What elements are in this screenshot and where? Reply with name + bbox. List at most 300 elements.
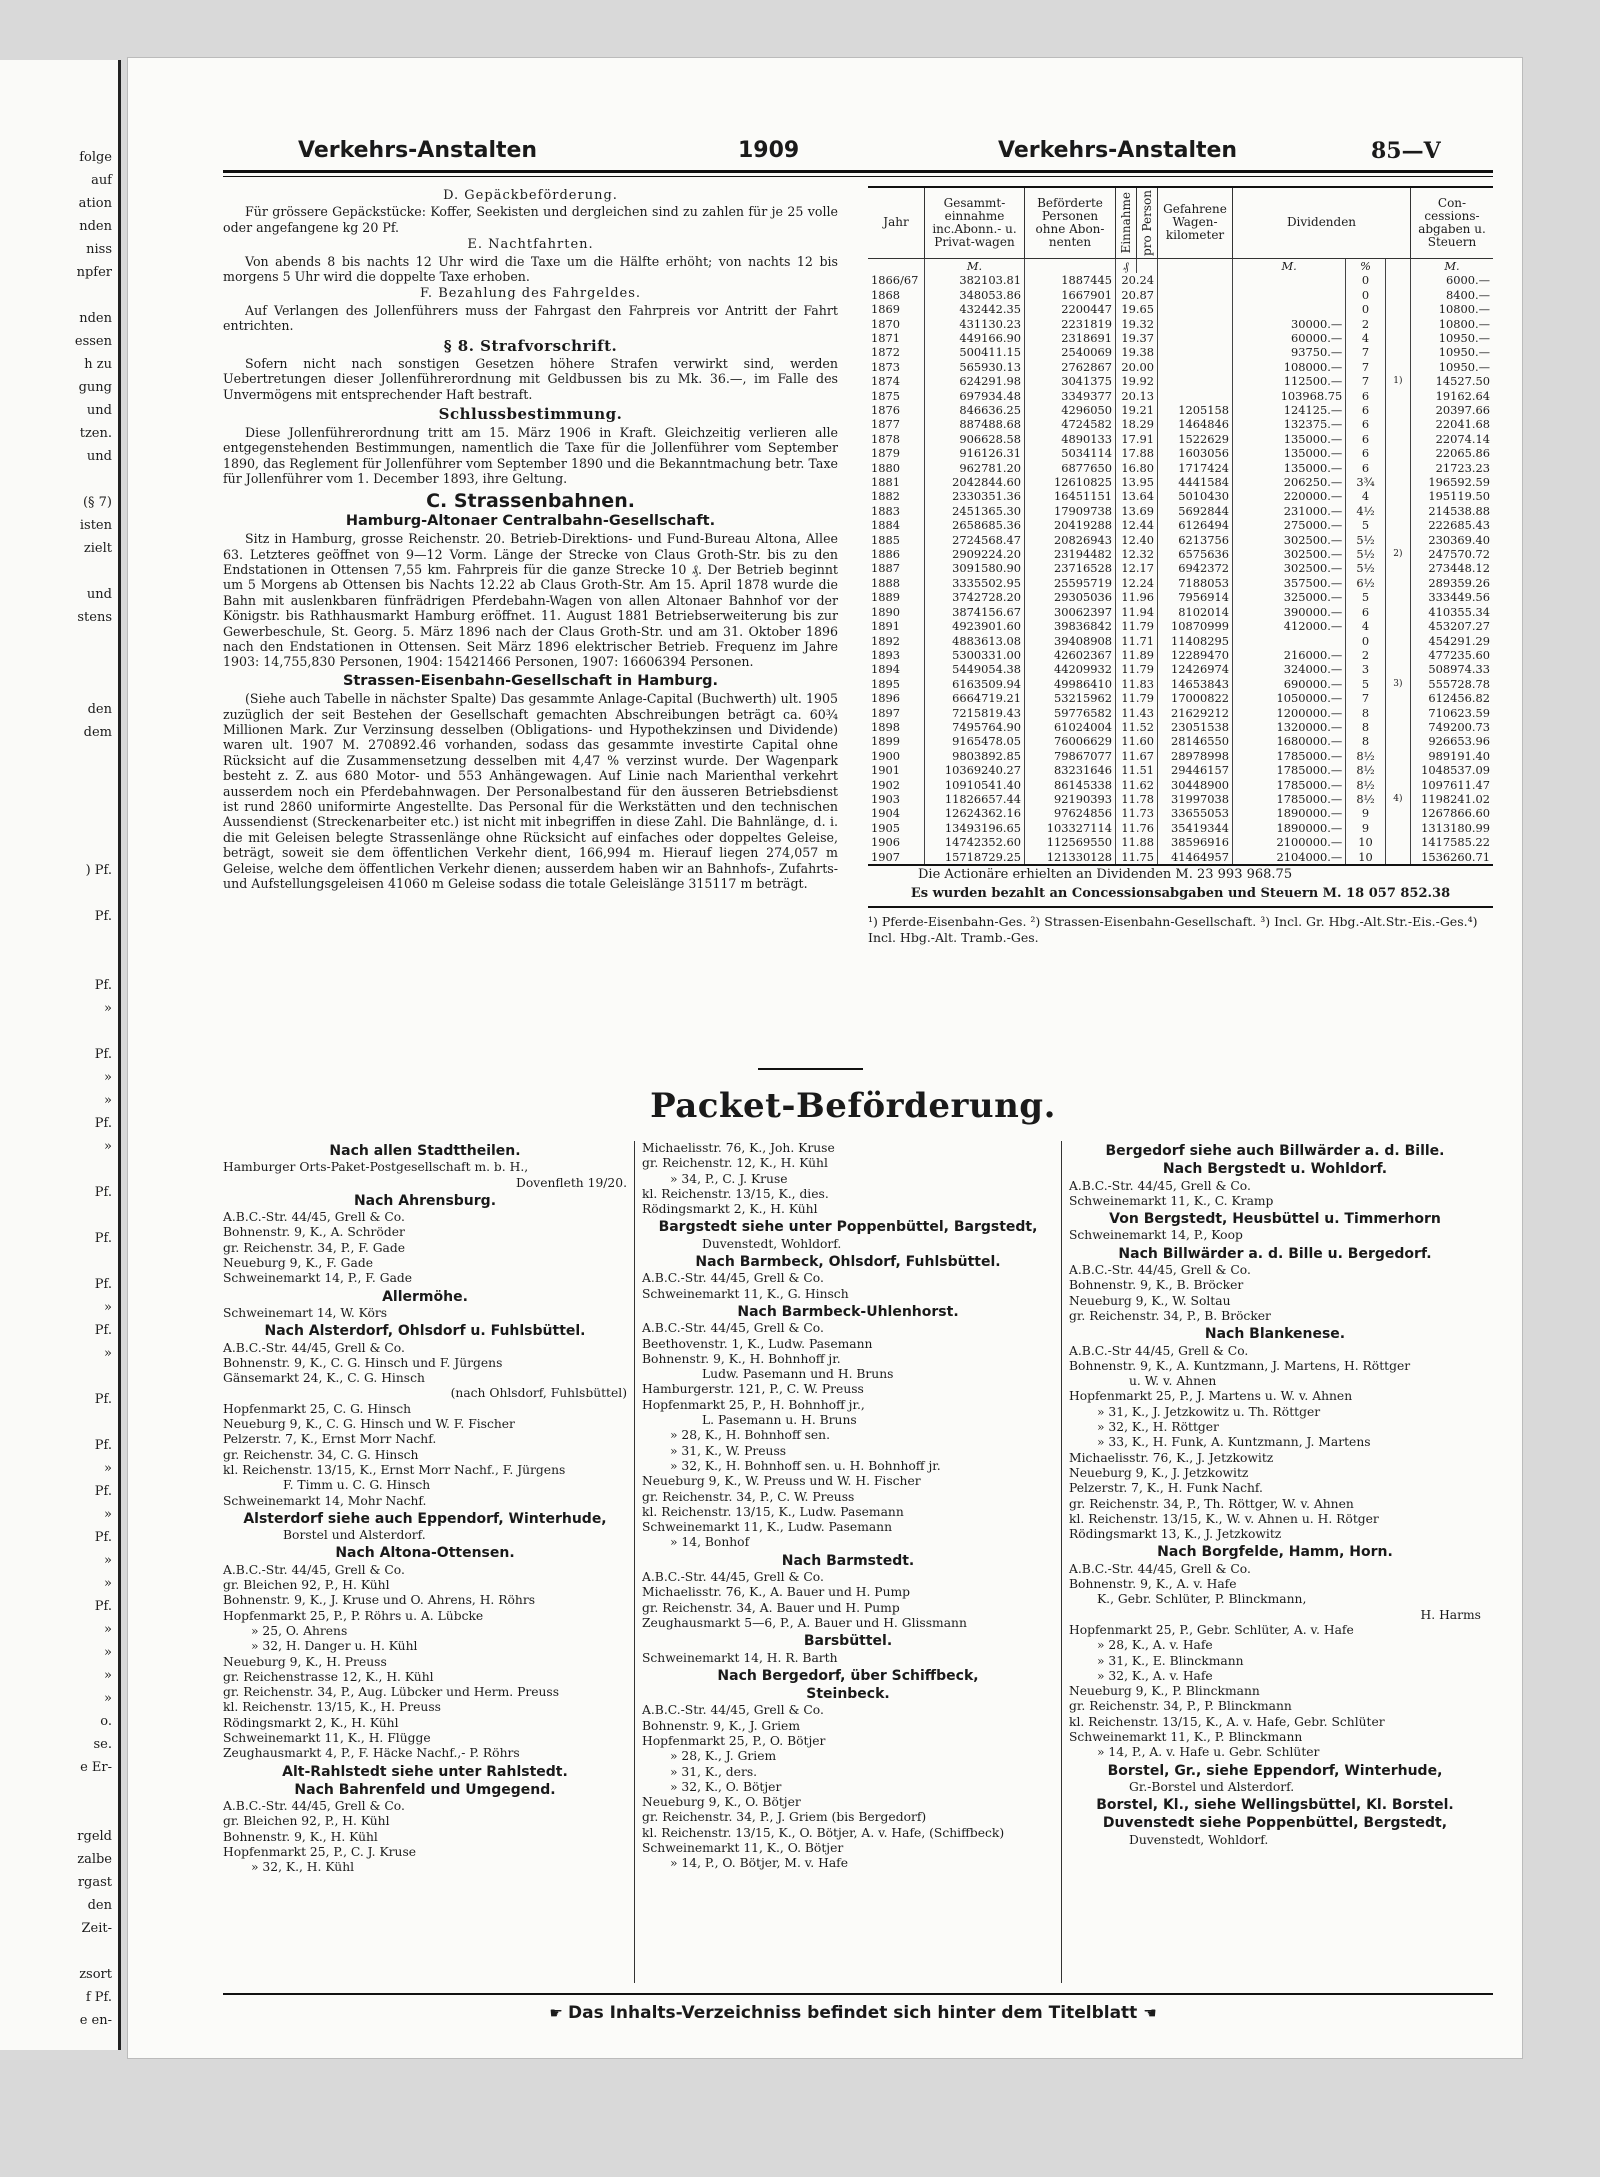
packet-entry: Zeughausmarkt 4, P., F. Häcke Nachf.,- P. Röhrs <box>223 1746 520 1761</box>
packet-entry: Schweinemarkt 11, K., G. Hinsch <box>642 1286 849 1301</box>
table-cell <box>1385 605 1410 619</box>
table-cell: 4½ <box>1346 504 1385 518</box>
table-row <box>868 720 1493 734</box>
table-cell: 14742352.60 <box>925 835 1025 849</box>
table-cell: 31997038 <box>1158 792 1233 806</box>
section-e-title: E. Nachtfahrten. <box>467 237 594 253</box>
section-8-text: Sofern nicht nach sonstigen Gesetzen höhere Strafen verwirkt sind, werden Uebertretungen dieser Jollenführerordnung mit Geldbussen bis zu Mk. 36.—, im Falle des Unvermögens mit entsprechender Haft bestraft. <box>223 356 838 402</box>
table-cell: 17909738 <box>1025 504 1116 518</box>
section-8-title: § 8. Strafvorschrift. <box>443 336 618 355</box>
hac-title: Hamburg-Altonaer Centralbahn-Gesellschaft. <box>345 512 716 529</box>
table-cell: 33655053 <box>1158 806 1233 820</box>
table-cell <box>1385 821 1410 835</box>
packet-entry: Bohnenstr. 9, K., H. Kühl <box>223 1829 378 1844</box>
packet-entry: » 32, K., H. Kühl <box>251 1860 355 1875</box>
table-cell <box>1385 734 1410 748</box>
packet-entry: Neueburg 9, K., O. Bötjer <box>642 1795 801 1810</box>
packet-heading: Nach Barmbeck-Uhlenhorst. <box>737 1303 959 1320</box>
table-cell: 0 <box>1346 273 1385 287</box>
table-cell: 14527.50 <box>1435 374 1490 389</box>
table-cell: 2) <box>1385 547 1410 561</box>
table-cell: 1902 <box>868 778 925 792</box>
table-cell: 11.89 <box>1116 648 1158 662</box>
table-cell: 14653843 <box>1158 677 1233 691</box>
table-cell: 5010430 <box>1158 489 1233 503</box>
strip-fragment: e en- <box>79 2013 112 2028</box>
right-column <box>868 186 1493 946</box>
table-cell: 690000.— <box>1233 677 1346 691</box>
packet-entry: gr. Reichenstr. 34, P., Aug. Lübcker und Herm. Preuss <box>223 1685 560 1700</box>
table-cell: 97624856 <box>1025 806 1116 820</box>
table-cell: 0 <box>1346 302 1385 316</box>
table-cell: 79867077 <box>1025 749 1116 763</box>
running-head <box>223 138 1483 168</box>
table-cell: 2451365.30 <box>925 504 1025 518</box>
strip-fragment: » <box>104 1507 112 1522</box>
table-cell: 1898 <box>868 720 925 734</box>
packet-entry: A.B.C.-Str. 44/45, Grell & Co. <box>223 1799 405 1814</box>
table-row <box>868 331 1493 345</box>
table-cell <box>1385 576 1410 590</box>
strip-fragment: » <box>104 1001 112 1016</box>
table-cell: 2658685.36 <box>925 518 1025 532</box>
table-cell: 3091580.90 <box>925 561 1025 575</box>
packet-entry: » 14, Bonhof <box>670 1535 750 1550</box>
packet-entry: Gr.-Borstel und Alsterdorf. <box>1129 1779 1295 1794</box>
packet-heading: Nach Blankenese. <box>1204 1326 1346 1343</box>
table-cell: 2 <box>1346 317 1385 331</box>
table-cell: 11.62 <box>1116 778 1158 792</box>
table-cell: 1890000.— <box>1233 821 1346 835</box>
table-cell: 1894 <box>868 662 925 676</box>
table-cell: 10950.— <box>1438 359 1490 374</box>
table-cell: 1888 <box>868 576 925 590</box>
table-cell: 29305036 <box>1025 590 1116 604</box>
table-cell: 324000.— <box>1233 662 1346 676</box>
packet-entry: kl. Reichenstr. 13/15, K., O. Bötjer, A. v. Hafe, (Schiffbeck) <box>642 1825 1005 1840</box>
table-cell <box>1158 317 1233 331</box>
packet-heading: Nach Alsterdorf, Ohlsdorf u. Fuhlsbüttel. <box>264 1323 586 1340</box>
table-cell: 30062397 <box>1025 605 1116 619</box>
packet-heading: Barsbüttel. <box>803 1633 893 1650</box>
packet-entry: Rödingsmarkt 2, K., H. Kühl <box>642 1202 818 1217</box>
strip-fragment: rgast <box>77 1875 112 1890</box>
table-cell: 1883 <box>868 504 925 518</box>
table-cell: 1050000.— <box>1233 691 1346 705</box>
packet-entry: F. Timm u. C. G. Hinsch <box>283 1478 431 1493</box>
table-cell: 1885 <box>868 533 925 547</box>
table-cell: 1895 <box>868 677 925 691</box>
packet-entry: » 33, K., H. Funk, A. Kuntzmann, J. Martens <box>1097 1435 1371 1450</box>
table-cell: 11.43 <box>1116 706 1158 720</box>
strip-fragment: zsort <box>79 1967 112 1982</box>
table-cell: 135000.— <box>1233 446 1346 460</box>
table-cell: 431130.23 <box>925 317 1025 331</box>
packet-entry: Hopfenmarkt 25, P., C. J. Kruse <box>223 1845 417 1860</box>
table-cell: 1890 <box>868 605 925 619</box>
table-cell <box>1385 706 1410 720</box>
table-cell <box>1233 273 1346 287</box>
page <box>128 58 1522 2058</box>
packet-entry: gr. Reichenstr. 12, K., H. Kühl <box>642 1156 828 1171</box>
unit-cell: ₰ <box>1116 258 1137 273</box>
table-cell <box>1385 518 1410 532</box>
packet-entry: H. Harms <box>1420 1607 1481 1622</box>
table-cell: 2100000.— <box>1233 835 1346 849</box>
col-header-einnahme-vert: Einnahme <box>1116 187 1137 258</box>
strip-fragment: Pf. <box>94 1185 112 1200</box>
table-cell: 302500.— <box>1233 547 1346 561</box>
table-cell: 3) <box>1385 677 1410 691</box>
table-cell: 1906 <box>868 835 925 849</box>
table-row <box>868 518 1493 532</box>
table-cell: 382103.81 <box>925 273 1025 287</box>
table-cell: 2200447 <box>1025 302 1116 316</box>
col-header-jahr: Jahr <box>868 187 925 258</box>
table-cell: 1869 <box>868 302 925 316</box>
table-cell: 1536260.71 <box>1411 850 1494 865</box>
table-row <box>868 806 1493 820</box>
table-cell: 112500.— <box>1233 374 1346 388</box>
packet-heading: Bargstedt siehe unter Poppenbüttel, Bargstedt, <box>658 1219 1038 1236</box>
table-row <box>868 417 1493 431</box>
unit-cell <box>1385 258 1410 273</box>
strip-fragment: folge <box>79 150 112 165</box>
table-cell: 1907 <box>868 850 925 865</box>
table-cell: 1893 <box>868 648 925 662</box>
table-cell: 1) <box>1385 374 1410 388</box>
table-row <box>868 389 1493 403</box>
packet-entry: Dovenfleth 19/20. <box>515 1175 627 1190</box>
packet-entry: Pelzerstr. 7, K., Ernst Morr Nachf. <box>223 1432 437 1447</box>
summary-dividends: Die Actionäre erhielten an Dividenden M. 23 993 968.75 <box>918 867 1293 883</box>
table-cell: 6 <box>1346 605 1385 619</box>
strip-fragment: Pf. <box>94 1277 112 1292</box>
table-cell: 432442.35 <box>925 302 1025 316</box>
table-cell: 222685.43 <box>1428 518 1490 533</box>
table-cell: 612456.82 <box>1428 691 1490 706</box>
table-cell: 1097611.47 <box>1421 777 1490 792</box>
strip-fragment: » <box>104 1576 112 1591</box>
table-cell: 247570.72 <box>1428 547 1490 562</box>
table-cell: 11.52 <box>1116 720 1158 734</box>
strip-fragment: » <box>104 1300 112 1315</box>
table-cell <box>1385 432 1410 446</box>
table-cell: 11.60 <box>1116 734 1158 748</box>
table-cell: 10910541.40 <box>925 778 1025 792</box>
strip-fragment: Pf. <box>94 1438 112 1453</box>
table-cell: 1320000.— <box>1233 720 1346 734</box>
table-cell: 4) <box>1385 792 1410 806</box>
adjacent-page-strip <box>0 60 121 2050</box>
table-cell: 8 <box>1346 720 1385 734</box>
packet-entry: K., Gebr. Schlüter, P. Blinckmann, <box>1097 1592 1307 1607</box>
table-cell: 3 <box>1346 662 1385 676</box>
page-number: 85—V <box>1371 138 1441 164</box>
packet-entry: » 25, O. Ahrens <box>251 1623 348 1638</box>
table-cell: 112569550 <box>1025 835 1116 849</box>
table-row <box>868 273 1493 287</box>
strip-fragment: Pf. <box>94 909 112 924</box>
table-cell: 2330351.36 <box>925 489 1025 503</box>
strip-fragment: Pf. <box>94 1392 112 1407</box>
packet-entry: gr. Reichenstrasse 12, K., H. Kühl <box>223 1669 434 1684</box>
unit-cell <box>1137 258 1158 273</box>
table-cell: 1884 <box>868 518 925 532</box>
table-cell <box>1385 590 1410 604</box>
table-cell: 25595719 <box>1025 576 1116 590</box>
table-cell: 1881 <box>868 475 925 489</box>
packet-entry: Schweinemarkt 14, Mohr Nachf. <box>223 1493 427 1508</box>
table-cell: 9 <box>1346 806 1385 820</box>
table-cell: 1871 <box>868 331 925 345</box>
table-cell: 12.32 <box>1116 547 1158 561</box>
table-cell <box>1385 778 1410 792</box>
packet-entry: » 31, K., ders. <box>670 1764 758 1779</box>
table-cell: 1785000.— <box>1233 763 1346 777</box>
header-year: 1909 <box>738 138 800 163</box>
table-cell: 565930.13 <box>925 360 1025 374</box>
table-cell: 19.92 <box>1116 374 1158 388</box>
seg-text: (Siehe auch Tabelle in nächster Spalte) Das gesammte Anlage-Capital (Buchwerth) ult. 1905 zuzüglich der seit Bestehen der Gesellschaft gemachten Abschreibungen beträgt ca. 60¾ Millionen Mark. Zur Verzinsung desselben (Obligations- und Hypothekzinsen und Dividende) waren ult. 1907 M. 270892.46 vorhanden, sodass das gesammte investirte Capital ohne Rücksicht auf die Zusammensetzung desselben mit 4,47 % verzinst wurde. Der Wagenpark besteht z. Z. aus 680 Motor- und 553 Anhängewagen. Auf Linie nach Marienthal verkehrt ausserdem noch ein Pferdebahnwagen. Der Personalbestand für den äusseren Betriebsdienst ist rund 2860 uniformirte Angestellte. Das Personal für die Werkstätten und den technischen Aussendienst (Streckenarbeiter etc.) ist nicht mit inbegriffen in diese Zahl. Die Bahnlänge, d. i. die mit Geleisen belegte Strassenlänge ohne Rücksicht auf einfaches oder doppeltes Geleise, beträgt, soweit sie dem öffentlichen Verkehr dient, 166,994 m. Hierauf liegen 274,057 m Geleise, welche dem öffentlichen Verkehr dienen; ausserdem haben wir an Bahnhofs-, Zufahrts- und Aufstellungsgeleisen 41060 m Geleise sodass die totale Geleislänge 315117 m beträgt. <box>223 691 838 892</box>
table-cell: 8 <box>1346 706 1385 720</box>
table-cell: 962781.20 <box>925 461 1025 475</box>
table-cell: 275000.— <box>1233 518 1346 532</box>
unit-cell <box>1025 258 1116 273</box>
table-cell: 926653.96 <box>1428 734 1490 749</box>
packet-entry: Hopfenmarkt 25, P., J. Martens u. W. v. Ahnen <box>1069 1389 1353 1404</box>
table-cell: 23716528 <box>1025 561 1116 575</box>
strip-fragment: » <box>104 1668 112 1683</box>
packet-entry: » 14, P., A. v. Hafe u. Gebr. Schlüter <box>1097 1745 1320 1760</box>
table-cell: 0 <box>1346 634 1385 648</box>
packet-heading: Nach Altona-Ottensen. <box>335 1545 515 1562</box>
footer-rule <box>223 1993 1493 1995</box>
table-cell: 12.17 <box>1116 561 1158 575</box>
table-cell: 30000.— <box>1233 317 1346 331</box>
strip-fragment: tzen. <box>79 426 112 441</box>
packet-entry: » 28, K., J. Griem <box>670 1749 777 1764</box>
table-cell: 23051538 <box>1158 720 1233 734</box>
table-cell: 1866/67 <box>868 273 925 287</box>
packet-entry: gr. Reichenstr. 34, P., J. Griem (bis Bergedorf) <box>642 1810 927 1825</box>
strip-fragment: » <box>104 1622 112 1637</box>
packet-entry: A.B.C.-Str. 44/45, Grell & Co. <box>642 1703 824 1718</box>
packet-entry: gr. Reichenstr. 34, C. G. Hinsch <box>223 1447 419 1462</box>
table-row <box>868 533 1493 547</box>
footer-text: Das Inhalts-Verzeichniss befindet sich hinter dem Titelblatt <box>567 2003 1138 2023</box>
table-cell: 59776582 <box>1025 706 1116 720</box>
table-row <box>868 561 1493 575</box>
table-row <box>868 403 1493 417</box>
packet-column-2 <box>642 1141 1054 1872</box>
table-cell: 7188053 <box>1158 576 1233 590</box>
packet-entry: kl. Reichenstr. 13/15, K., W. v. Ahnen u. H. Rötger <box>1069 1511 1379 1526</box>
table-cell: 19.21 <box>1116 403 1158 417</box>
packet-heading: Steinbeck. <box>806 1686 890 1703</box>
strip-fragment: se. <box>93 1737 112 1752</box>
table-cell: 11826657.44 <box>925 792 1025 806</box>
table-cell: 4923901.60 <box>925 619 1025 633</box>
table-cell: 11.96 <box>1116 590 1158 604</box>
column-rule-1 <box>634 1141 635 1983</box>
table-cell: 1417585.22 <box>1421 835 1490 850</box>
section-f-text: Auf Verlangen des Jollenführers muss der Fahrgast den Fahrpreis vor Antritt der Fahrt entrichten. <box>223 302 838 334</box>
table-summary <box>868 866 1493 946</box>
table-row <box>868 821 1493 835</box>
table-cell: 10950.— <box>1438 330 1490 345</box>
table-cell: 13.69 <box>1116 504 1158 518</box>
table-cell: 11.94 <box>1116 605 1158 619</box>
packet-entry: Michaelisstr. 76, K., J. Jetzkowitz <box>1069 1450 1274 1465</box>
table-row <box>868 475 1493 489</box>
table-cell <box>1385 417 1410 431</box>
table-cell: 1891 <box>868 619 925 633</box>
packet-heading: Von Bergstedt, Heusbüttel u. Timmerhorn <box>1109 1211 1441 1228</box>
packet-heading: Alt-Rahlstedt siehe unter Rahlstedt. <box>282 1763 568 1780</box>
table-cell: 2231819 <box>1025 317 1116 331</box>
table-cell: 11.88 <box>1116 835 1158 849</box>
strip-fragment: auf <box>91 173 112 188</box>
table-row <box>868 749 1493 763</box>
table-cell: 906628.58 <box>925 432 1025 446</box>
table-cell <box>1385 835 1410 849</box>
packet-heading: Nach Bergstedt u. Wohldorf. <box>1162 1161 1388 1178</box>
packet-entry: Schweinemarkt 11, K., H. Flügge <box>223 1730 431 1745</box>
table-row <box>868 634 1493 648</box>
table-cell: 1267866.60 <box>1421 806 1490 821</box>
table-cell: 195119.50 <box>1428 489 1490 504</box>
strip-fragment: isten <box>79 518 112 533</box>
packet-entry: Hamburgerstr. 121, P., C. W. Preuss <box>642 1382 864 1397</box>
strip-fragment: » <box>104 1070 112 1085</box>
packet-heading: Duvenstedt siehe Poppenbüttel, Bergstedt, <box>1102 1815 1448 1832</box>
strip-fragment: Pf. <box>94 1484 112 1499</box>
strip-fragment: h zu <box>84 357 112 372</box>
table-cell: 1048537.09 <box>1421 763 1490 778</box>
table-header-row <box>868 187 1493 258</box>
hac-text: Sitz in Hamburg, grosse Reichenstr. 20. Betrieb-Direktions- und Fund-Bureau Altona, Allee 63. Letzteres geöffnet von 9—12 Vorm. Länge der Strecke von Claus Groth-Str. bis zu den Endstationen in Ottensen 7,55 km. Fahrpreis für die ganze Strecke 10 ₰. Der Betrieb beginnt um 5 Morgens ab Ottensen bis Nachts 12.22 ab Claus Groth-Str. Am 15. April 1878 wurde die Bahn mit auslenkbaren fünfrädrigen Pferdebahn-Wagen von allen Altonaer Bahnhof vor der Königstr. bis Rathhausmarkt Hamburg eröffnet. 11. August 1881 Betriebserweiterung bis zur Gewerbeschule, St. Georg. 5. März 1896 nach der Claus Groth-Str. und am 31. Oktober 1896 nach den Endstationen in Ottensen. Seit März 1896 elektrischer Betrieb. Frequenz im Jahre 1903: 14,755,830 Personen, 1904: 15421466 Personen, 1907: 16606394 Personen. <box>223 531 838 670</box>
schluss-title: Schlussbestimmung. <box>438 405 623 424</box>
strip-fragment: Pf. <box>94 1530 112 1545</box>
table-cell: 12610825 <box>1025 475 1116 489</box>
table-cell: 1899 <box>868 734 925 748</box>
col-header-wagenkm: Gefahrene Wagen-kilometer <box>1158 187 1233 258</box>
packet-heading: Nach Bahrenfeld und Umgegend. <box>294 1781 556 1798</box>
strip-fragment: Pf. <box>94 1116 112 1131</box>
packet-entry: A.B.C.-Str. 44/45, Grell & Co. <box>223 1562 405 1577</box>
table-cell: 6877650 <box>1025 461 1116 475</box>
packet-entry: » 28, K., H. Bohnhoff sen. <box>670 1428 831 1443</box>
col-header-pro-person: pro Person <box>1137 187 1158 258</box>
strip-fragment: den <box>87 702 112 717</box>
packet-column-1 <box>223 1141 627 1876</box>
table-cell: 20.13 <box>1116 389 1158 403</box>
packet-entry: Rödingsmarkt 13, K., J. Jetzkowitz <box>1069 1527 1282 1542</box>
table-cell: 6126494 <box>1158 518 1233 532</box>
table-cell: 5 <box>1346 518 1385 532</box>
section-d-title: D. Gepäckbeförderung. <box>443 188 618 203</box>
section-c-title: C. Strassenbahnen. <box>426 490 635 513</box>
table-row <box>868 590 1493 604</box>
table-cell <box>1158 288 1233 302</box>
table-cell: 1886 <box>868 547 925 561</box>
table-cell: 13493196.65 <box>925 821 1025 835</box>
packet-entry: » 32, K., A. v. Hafe <box>1097 1668 1213 1683</box>
table-cell: 6000.— <box>1446 273 1490 288</box>
table-cell: 7 <box>1346 345 1385 359</box>
strip-fragment: » <box>104 1645 112 1660</box>
table-cell: 10800.— <box>1438 316 1490 331</box>
col-header-personen: Beförderte Personen ohne Abon-nenten <box>1025 187 1116 258</box>
table-cell: 1904 <box>868 806 925 820</box>
table-cell <box>1385 634 1410 648</box>
table-cell: 17.88 <box>1116 446 1158 460</box>
table-cell: 8½ <box>1346 792 1385 806</box>
table-cell: 1785000.— <box>1233 749 1346 763</box>
table-cell: 1872 <box>868 345 925 359</box>
packet-entry: A.B.C.-Str. 44/45, Grell & Co. <box>642 1271 824 1286</box>
table-cell: 11.51 <box>1116 763 1158 777</box>
table-cell: 83231646 <box>1025 763 1116 777</box>
table-cell: 8½ <box>1346 778 1385 792</box>
table-cell: 7 <box>1346 691 1385 705</box>
table-cell: 2724568.47 <box>925 533 1025 547</box>
table-cell: 11.78 <box>1116 792 1158 806</box>
table-cell: 12.24 <box>1116 576 1158 590</box>
table-cell: 1879 <box>868 446 925 460</box>
unit-cell <box>868 258 925 273</box>
table-cell <box>1385 302 1410 316</box>
table-cell: 1890000.— <box>1233 806 1346 820</box>
table-cell: 0 <box>1346 288 1385 302</box>
table-cell: 39408908 <box>1025 634 1116 648</box>
strip-fragment: e Er- <box>80 1760 112 1775</box>
table-row <box>868 677 1493 691</box>
table-cell <box>1385 273 1410 287</box>
packet-entry: Schweinemarkt 14, P., F. Gade <box>223 1271 413 1286</box>
strip-fragment: » <box>104 1553 112 1568</box>
table-cell: 1900 <box>868 749 925 763</box>
table-cell: 135000.— <box>1233 461 1346 475</box>
table-cell: 23194482 <box>1025 547 1116 561</box>
table-cell <box>1385 475 1410 489</box>
table-footnotes: ¹) Pferde-Eisenbahn-Ges. ²) Strassen-Eisenbahn-Gesellschaft. ³) Incl. Gr. Hbg.-Alt.Str.-Eis.-Ges.⁴) Incl. Hbg.-Alt. Tramb.-Ges. <box>868 914 1478 946</box>
table-cell: 7956914 <box>1158 590 1233 604</box>
statistics-table <box>868 186 1493 866</box>
strip-fragment: stens <box>77 610 112 625</box>
table-cell: 1876 <box>868 403 925 417</box>
packet-column-3 <box>1069 1141 1481 1848</box>
packet-entry: » 14, P., O. Bötjer, M. v. Hafe <box>670 1856 848 1871</box>
packet-entry: Hamburger Orts-Paket-Postgesellschaft m. b. H., <box>223 1160 529 1175</box>
packet-title: Packet-Beförderung. <box>650 1086 1056 1126</box>
packet-entry: Bohnenstr. 9, K., B. Bröcker <box>1069 1278 1244 1293</box>
table-cell: 22074.14 <box>1435 431 1490 446</box>
table-cell: 710623.59 <box>1428 705 1490 720</box>
table-cell: 453207.27 <box>1428 619 1490 634</box>
table-cell: 333449.56 <box>1428 590 1490 605</box>
table-row <box>868 461 1493 475</box>
packet-entry: A.B.C.-Str. 44/45, Grell & Co. <box>642 1321 824 1336</box>
packet-entry: » 32, H. Danger u. H. Kühl <box>251 1639 418 1654</box>
table-cell: 1464846 <box>1158 417 1233 431</box>
table-cell: 6 <box>1346 446 1385 460</box>
table-cell: 1873 <box>868 360 925 374</box>
packet-entry: Ludw. Pasemann und H. Bruns <box>702 1367 894 1382</box>
table-cell: 4296050 <box>1025 403 1116 417</box>
table-cell: 44209932 <box>1025 662 1116 676</box>
